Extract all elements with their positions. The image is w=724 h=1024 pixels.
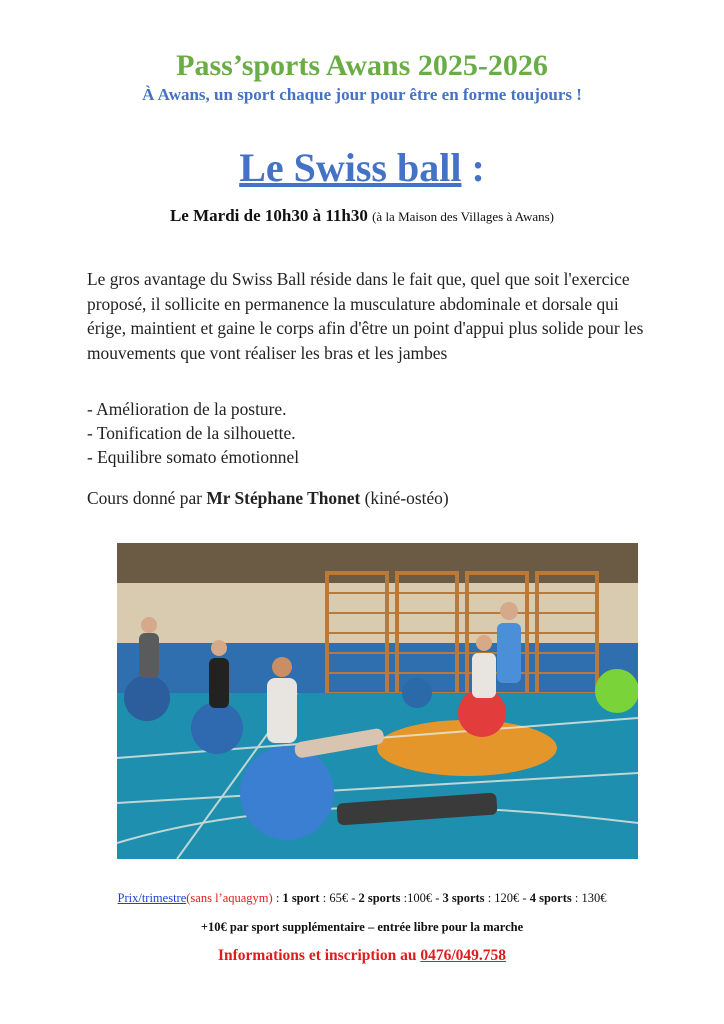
price-1-label: 1 sport	[282, 891, 320, 905]
pricing-extra: +10€ par sport supplémentaire – entrée libre pour la marche	[200, 920, 524, 934]
pricing-label-link[interactable]: Prix/trimestre	[117, 891, 187, 905]
gym-scene-illustration	[117, 543, 638, 859]
contact-line	[0, 945, 724, 967]
activity-name: Le Swiss ball	[239, 145, 462, 190]
pricing-exclusion: (sans l’aquagym)	[186, 891, 273, 905]
price-3: : 120€ -	[484, 891, 530, 905]
schedule	[0, 205, 724, 228]
schedule-time: Le Mardi de 10h30 à 11h30	[169, 206, 368, 225]
schedule-location: (à la Maison des Villages à Awans)	[372, 209, 555, 224]
price-2: :100€ -	[400, 891, 443, 905]
instructor-name: Mr Stéphane Thonet	[206, 488, 361, 508]
page-title: Pass’sports Awans 2025-2026	[176, 49, 548, 82]
contact-text: Informations et inscription au	[217, 947, 421, 964]
price-4: : 130€	[571, 891, 607, 905]
class-photo	[117, 543, 638, 859]
list-item: - Equilibre somato émotionnel	[87, 447, 300, 467]
list-item: - Tonification de la silhouette.	[87, 423, 296, 443]
instructor-role: (kiné-ostéo)	[360, 488, 449, 508]
description: Le gros avantage du Swiss Ball réside dans le fait que, quel que soit l'exercice proposé, il sollicite en permanence la musculature abdominale et dorsale qui érige, maintient et gaine le corps afin d'être un point d'appui plus solide pour les mouvements que vont réaliser les bras et les jambes	[87, 269, 644, 363]
pricing-line	[0, 889, 724, 907]
activity-heading	[0, 143, 724, 193]
list-item: - Amélioration de la posture.	[87, 399, 287, 419]
price-1: : 65€ -	[319, 891, 359, 905]
pricing-sep: :	[272, 891, 283, 905]
tagline: À Awans, un sport chaque jour pour être en forme toujours !	[142, 85, 582, 104]
price-3-label: 3 sports	[442, 891, 485, 905]
price-4-label: 4 sports	[529, 891, 572, 905]
instructor-prefix: Cours donné par	[87, 488, 207, 508]
phone-link[interactable]: 0476/049.758	[420, 947, 507, 964]
price-2-label: 2 sports	[358, 891, 401, 905]
benefits-list	[87, 397, 647, 469]
instructor-line	[87, 486, 647, 510]
activity-suffix: :	[461, 145, 485, 190]
